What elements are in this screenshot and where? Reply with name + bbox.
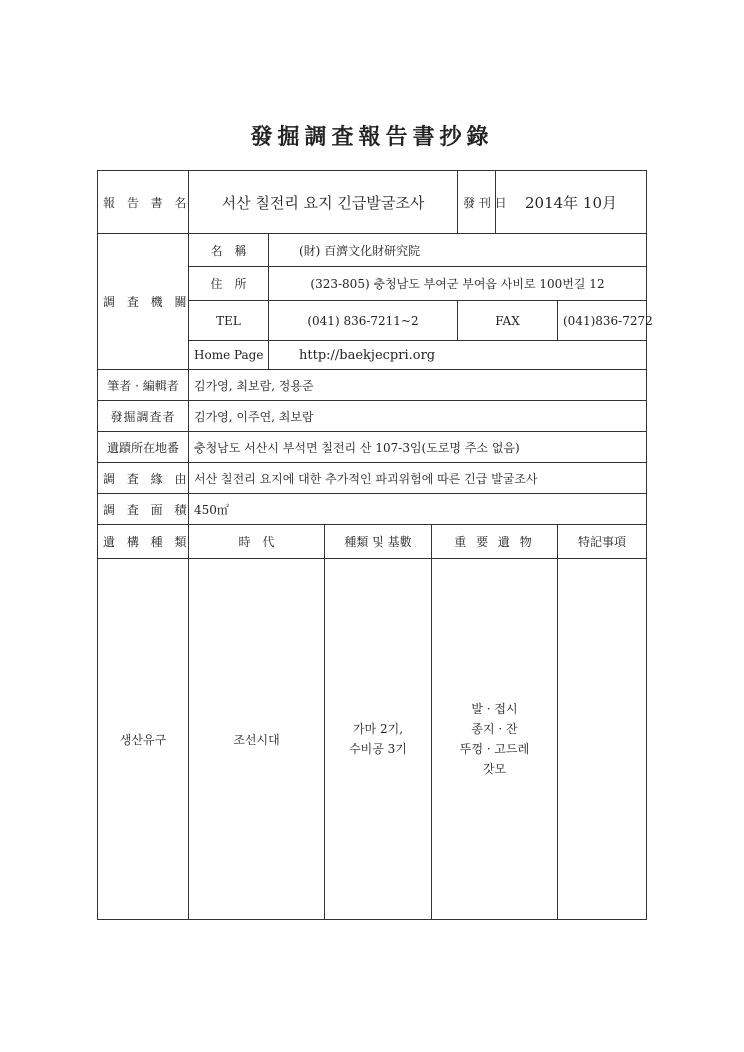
count-header: 種類 및 基數 (325, 525, 432, 559)
institution-name-row (98, 234, 647, 267)
investigators-row (98, 401, 647, 432)
count-line-1: 가마 2기, (352, 722, 404, 736)
fax-value: (041)836-7272 (558, 301, 647, 341)
reason-value: 서산 칠전리 요지에 대한 추가적인 파괴위험에 따른 긴급 발굴조사 (189, 463, 647, 494)
count-value (325, 559, 432, 920)
notes-value (558, 559, 647, 920)
relics-header: 重 要 遺 物 (432, 525, 558, 559)
report-name-row (98, 171, 647, 234)
reason-label: 調 査 緣 由 (98, 463, 189, 494)
area-label: 調 査 面 積 (98, 494, 189, 525)
site-location-row (98, 432, 647, 463)
site-location-value: 충청남도 서산시 부석면 칠전리 산 107-3임(도로명 주소 없음) (189, 432, 647, 463)
notes-header: 特記事項 (558, 525, 647, 559)
site-location-label: 遺蹟所在地番 (98, 432, 189, 463)
issue-date-value: 2014年 10月 (496, 171, 647, 234)
authors-row (98, 370, 647, 401)
institution-label: 調 査 機 關 (98, 234, 189, 370)
homepage-link[interactable]: http://baekjecpri.org (269, 341, 647, 370)
report-summary-table (97, 170, 653, 920)
homepage-label: Home Page (189, 341, 269, 370)
relics-line-3: 뚜껑 · 고드레 (459, 742, 530, 756)
area-value: 450㎡ (189, 494, 647, 525)
fax-label: FAX (458, 301, 558, 341)
remains-type-header: 遺 構 種 類 (98, 525, 189, 559)
relics-line-1: 발 · 접시 (471, 702, 518, 716)
issue-date-label: 發 刊 日 (458, 171, 496, 234)
relics-line-2: 종지 · 잔 (471, 722, 518, 736)
tel-value: (041) 836-7211~2 (269, 301, 458, 341)
institution-name-label: 名 稱 (189, 234, 269, 267)
tel-label: TEL (189, 301, 269, 341)
institution-name-value: (財) 百濟文化財研究院 (269, 234, 647, 267)
page-title: 發掘調査報告書抄錄 (250, 124, 494, 150)
authors-value: 김가영, 최보람, 정용준 (189, 370, 647, 401)
count-line-2: 수비공 3기 (349, 742, 407, 756)
investigators-value: 김가영, 이주연, 최보람 (189, 401, 647, 432)
remains-header-row (98, 525, 647, 559)
remains-type-value: 생산유구 (98, 559, 189, 920)
period-value: 조선시대 (189, 559, 325, 920)
area-row (98, 494, 647, 525)
report-name-label: 報 告 書 名 (98, 171, 189, 234)
reason-row (98, 463, 647, 494)
institution-address-label: 住 所 (189, 267, 269, 301)
remains-data-row (98, 559, 647, 920)
relics-line-4: 갓모 (482, 762, 507, 776)
period-header: 時 代 (189, 525, 325, 559)
relics-value (432, 559, 558, 920)
authors-label: 筆者 · 編輯者 (98, 370, 189, 401)
report-name-value: 서산 칠전리 요지 긴급발굴조사 (189, 171, 458, 234)
institution-address-value: (323-805) 충청남도 부여군 부여읍 사비로 100번길 12 (269, 267, 647, 301)
investigators-label: 發掘調査者 (98, 401, 189, 432)
